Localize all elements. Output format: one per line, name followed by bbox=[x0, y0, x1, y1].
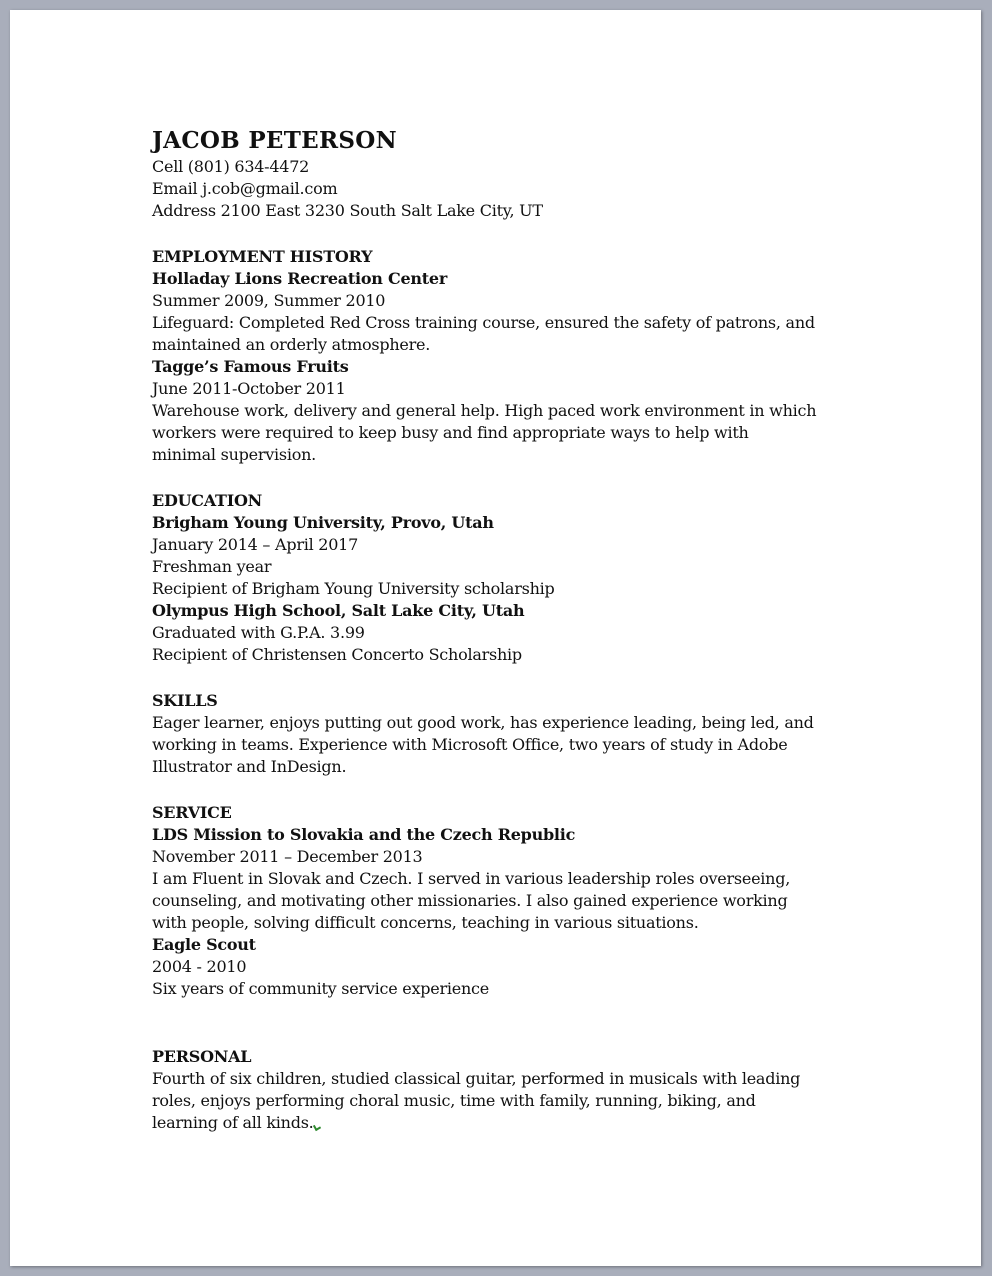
employment-dates: June 2011-October 2011 bbox=[152, 379, 346, 398]
employer-title: Holladay Lions Recreation Center bbox=[152, 269, 448, 288]
service-title: LDS Mission to Slovakia and the Czech Republic bbox=[152, 825, 576, 844]
personal-line-last bbox=[152, 1112, 800, 1134]
employment-section bbox=[152, 246, 816, 466]
education-line: Freshman year bbox=[152, 557, 272, 576]
skills-line: Illustrator and InDesign. bbox=[152, 757, 347, 776]
contact-cell: Cell (801) 634-4472 bbox=[152, 157, 310, 176]
employment-dates: Summer 2009, Summer 2010 bbox=[152, 291, 386, 310]
service-dates: November 2011 – December 2013 bbox=[152, 847, 423, 866]
section-heading-service: SERVICE bbox=[152, 803, 232, 822]
skills-line: working in teams. Experience with Microsoft Office, two years of study in Adobe bbox=[152, 735, 788, 754]
service-line: counseling, and motivating other missionaries. I also gained experience working bbox=[152, 891, 788, 910]
skills-line: Eager learner, enjoys putting out good work, has experience leading, being led, and bbox=[152, 713, 814, 732]
document-page bbox=[10, 10, 981, 1266]
education-line: January 2014 – April 2017 bbox=[152, 535, 358, 554]
employment-description-line: minimal supervision. bbox=[152, 445, 317, 464]
education-line: Recipient of Christensen Concerto Scholarship bbox=[152, 645, 522, 664]
service-title: Eagle Scout bbox=[152, 935, 256, 954]
education-line: Graduated with G.P.A. 3.99 bbox=[152, 623, 365, 642]
service-section bbox=[152, 802, 790, 1000]
employment-description-line: Lifeguard: Completed Red Cross training course, ensured the safety of patrons, and bbox=[152, 313, 815, 332]
skills-section bbox=[152, 690, 814, 778]
employer-title: Tagge’s Famous Fruits bbox=[152, 357, 349, 376]
contact-address: Address 2100 East 3230 South Salt Lake City, UT bbox=[152, 201, 543, 220]
personal-line: Fourth of six children, studied classical guitar, performed in musicals with leading bbox=[152, 1069, 801, 1088]
grammar-check-icon[interactable] bbox=[313, 1123, 321, 1131]
section-heading-skills: SKILLS bbox=[152, 691, 218, 710]
employment-description-line: Warehouse work, delivery and general help. High paced work environment in which bbox=[152, 401, 817, 420]
employment-description-line: maintained an orderly atmosphere. bbox=[152, 335, 431, 354]
school-title: Olympus High School, Salt Lake City, Utah bbox=[152, 601, 525, 620]
personal-section bbox=[152, 1046, 800, 1134]
service-line: Six years of community service experience bbox=[152, 979, 489, 998]
personal-line: learning of all kinds. bbox=[152, 1113, 314, 1132]
service-dates: 2004 - 2010 bbox=[152, 957, 247, 976]
school-title: Brigham Young University, Provo, Utah bbox=[152, 513, 494, 532]
personal-line: roles, enjoys performing choral music, time with family, running, biking, and bbox=[152, 1091, 756, 1110]
section-heading-personal: PERSONAL bbox=[152, 1047, 252, 1066]
employment-description-line: workers were required to keep busy and find appropriate ways to help with bbox=[152, 423, 749, 442]
section-heading-employment: EMPLOYMENT HISTORY bbox=[152, 247, 373, 266]
contact-email: Email j.cob@gmail.com bbox=[152, 179, 338, 198]
service-line: I am Fluent in Slovak and Czech. I served in various leadership roles overseeing, bbox=[152, 869, 791, 888]
resume-name: JACOB PETERSON bbox=[152, 127, 397, 154]
contact-info bbox=[152, 156, 543, 222]
service-line: with people, solving difficult concerns, teaching in various situations. bbox=[152, 913, 699, 932]
education-section bbox=[152, 490, 554, 666]
education-line: Recipient of Brigham Young University scholarship bbox=[152, 579, 555, 598]
section-heading-education: EDUCATION bbox=[152, 491, 262, 510]
